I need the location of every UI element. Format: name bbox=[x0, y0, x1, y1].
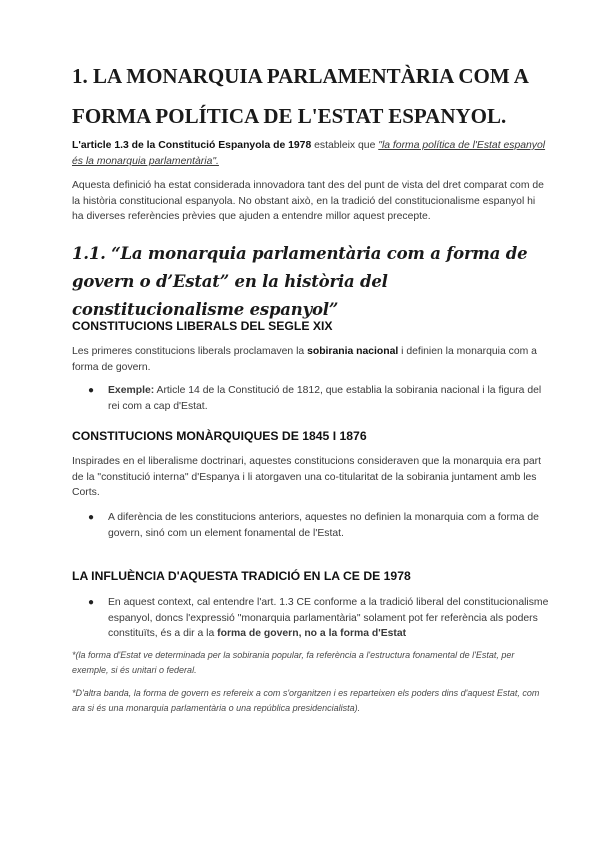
section1-bullet-bold: Exemple: bbox=[108, 385, 155, 396]
section1-bullet-text bbox=[108, 383, 550, 414]
section1-heading: CONSTITUCIONS LIBERALS DEL SEGLE XIX bbox=[72, 319, 333, 333]
bullet-dot-icon: ● bbox=[88, 385, 95, 396]
section2-bullet bbox=[88, 510, 550, 541]
section2-paragraph: Inspirades en el liberalisme doctrinari, aquestes constitucions consideraven que la monarquia era part de la "constitució interna" d'Espanya i li atorgaven una co-titularitat de la sobirania juntament amb les Corts. bbox=[72, 456, 541, 498]
bullet-dot-icon: ● bbox=[88, 512, 95, 523]
intro-mid: estableix que bbox=[311, 140, 379, 151]
section3-bullet-bold: forma de govern, no a la forma d'Estat bbox=[217, 628, 407, 639]
intro-paragraph bbox=[72, 138, 548, 169]
bullet-dot-icon: ● bbox=[88, 597, 95, 608]
section3-bullet bbox=[88, 595, 550, 642]
section3-bullet-body: En aquest context, cal entendre l'art. 1.3 CE conforme a la tradició liberal del constitucionalisme espanyol, doncs l'expressió "monarquia parlamentària" solament pot fer referència als poders constituïts, és a dir a la bbox=[108, 597, 549, 639]
intro-bold: L'article 1.3 de la Constitució Espanyola de 1978 bbox=[72, 140, 312, 151]
intro-quote: "la forma política de l'Estat espanyol és la monarquia parlamentària". bbox=[72, 140, 546, 167]
section2-bullet-text: A diferència de les constitucions anteriors, aquestes no definien la monarquia com a forma de govern, sinó com un element fonamental de l'Estat. bbox=[108, 512, 539, 539]
footnote-government-form: *D'altra banda, la forma de govern es refereix a com s'organitzen i es reparteixen els poders dins d'aquest Estat, com ara si és una monarquia parlamentària o una república presidencialista). bbox=[72, 688, 540, 713]
section1-para-a: Les primeres constitucions liberals proclamaven la bbox=[72, 346, 308, 357]
section1-bullet bbox=[88, 383, 550, 414]
section3-heading: LA INFLUÈNCIA D'AQUESTA TRADICIÓ EN LA CE DE 1978 bbox=[72, 569, 411, 583]
section2-heading: CONSTITUCIONS MONÀRQUIQUES DE 1845 I 1876 bbox=[72, 429, 367, 443]
section1-para-bold: sobirania nacional bbox=[307, 346, 399, 357]
section1-para-b: i definien la monarquia com a forma de govern. bbox=[72, 346, 537, 373]
section3-bullet-text bbox=[108, 595, 550, 642]
definition-paragraph: Aquesta definició ha estat considerada innovadora tant des del punt de vista del dret comparat com de la història constitucional espanyola. No obstant això, en la tradició del constitucionalisme espanyol hi ha diverses referències prèvies que ajuden a entendre millor aquest precepte. bbox=[72, 180, 544, 222]
section1-bullet-body: Article 14 de la Constitució de 1812, que establia la sobirania nacional i la figura del rei com a cap d'Estat. bbox=[108, 385, 542, 412]
footnote-state-form: *(la forma d'Estat ve determinada per la sobirania popular, fa referència a l'estructura fonamental de l'Estat, per exemple, si és unitari o federal. bbox=[72, 650, 515, 675]
section-subtitle: 1.1. “La monarquia parlamentària com a forma de govern o d’Estat” en la història del constitucionalisme espanyol” bbox=[72, 244, 528, 319]
page-title: 1. LA MONARQUIA PARLAMENTÀRIA COM A FORMA POLÍTICA DE L'ESTAT ESPANYOL. bbox=[72, 64, 528, 128]
section1-paragraph bbox=[72, 344, 548, 375]
